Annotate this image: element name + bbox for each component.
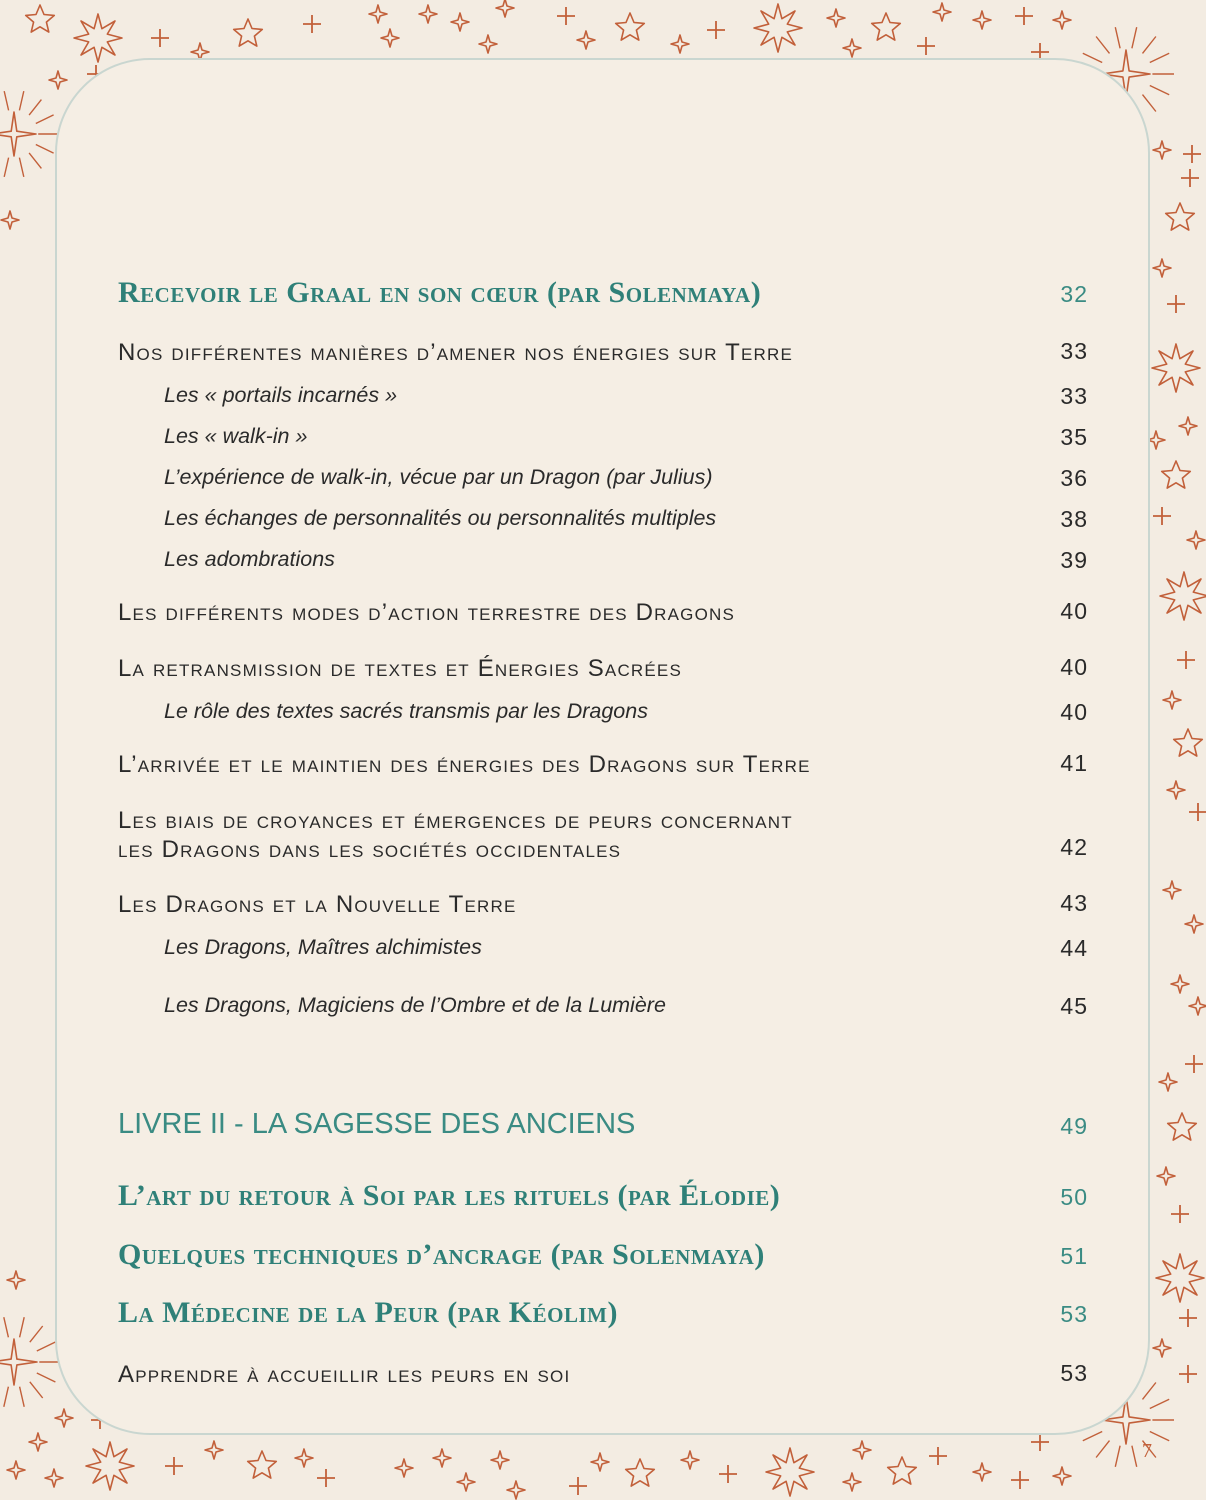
star-icon [1053, 1467, 1071, 1485]
star-icon [496, 0, 514, 17]
star-icon [7, 1271, 25, 1289]
toc-title: L’art du retour à Soi par les rituels (par Élodie) [118, 1179, 781, 1212]
plus-icon [1015, 7, 1033, 25]
star-icon [1174, 729, 1203, 756]
plus-icon [1153, 507, 1171, 525]
toc-page-number: 38 [1060, 506, 1088, 532]
star-icon [872, 13, 901, 40]
star-icon [0, 1339, 37, 1385]
toc-title: La retransmission de textes et Énergies Sacrées [118, 655, 683, 682]
plus-icon [317, 1469, 335, 1487]
plus-icon [1167, 295, 1185, 313]
page-frame [55, 58, 1150, 1435]
star-icon [973, 1463, 991, 1481]
toc-title: Quelques techniques d’ancrage (par Solenmaya) [118, 1238, 765, 1271]
star-icon [29, 1433, 47, 1451]
plus-icon [303, 15, 321, 33]
star-icon [853, 1441, 871, 1459]
star-icon [49, 71, 67, 89]
star-icon [1157, 1167, 1175, 1185]
star-icon [45, 1469, 63, 1487]
toc-page-number: 50 [1060, 1184, 1088, 1210]
star-icon [1171, 975, 1189, 993]
toc-page-number: 53 [1060, 1360, 1088, 1386]
toc-title: Les Dragons et la Nouvelle Terre [118, 891, 517, 918]
star-icon [1185, 915, 1203, 933]
plus-icon [1189, 803, 1206, 821]
star-icon [419, 5, 437, 23]
plus-icon [719, 1465, 737, 1483]
plus-icon [707, 21, 725, 39]
plus-icon [165, 1457, 183, 1475]
star-icon [1152, 344, 1200, 392]
toc-title-line-1: Les biais de croyances et émergences de peurs concernant [118, 807, 793, 834]
toc-title: Les adombrations [164, 547, 335, 571]
toc-page-number: 41 [1060, 750, 1088, 776]
star-icon [1166, 203, 1195, 230]
star-icon [381, 29, 399, 47]
plus-icon [557, 7, 575, 25]
star-icon [295, 1449, 313, 1467]
star-icon [681, 1451, 699, 1469]
star-icon [1167, 781, 1185, 799]
star-icon [591, 1453, 609, 1471]
star-icon [491, 1451, 509, 1469]
plus-icon [1185, 1055, 1203, 1073]
star-icon [205, 1441, 223, 1459]
toc-title: Apprendre à accueillir les peurs en soi [118, 1361, 571, 1388]
star-icon [395, 1459, 413, 1477]
star-icon [933, 3, 951, 21]
star-icon [1163, 691, 1181, 709]
star-icon [55, 1409, 73, 1427]
star-icon [1189, 997, 1206, 1015]
star-icon [1162, 461, 1191, 488]
star-icon [1163, 881, 1181, 899]
star-icon [0, 112, 36, 156]
toc-page-number: 51 [1060, 1243, 1088, 1269]
star-icon [248, 1451, 277, 1478]
plus-icon [1179, 1365, 1197, 1383]
star-icon [671, 35, 689, 53]
star-icon [7, 1461, 25, 1479]
star-icon [1159, 1073, 1177, 1091]
star-icon [626, 1459, 655, 1486]
star-icon [843, 39, 861, 57]
star-icon [843, 1473, 861, 1491]
star-icon [766, 1448, 814, 1496]
star-icon [26, 5, 55, 32]
plus-icon [151, 29, 169, 47]
star-icon [457, 1473, 475, 1491]
star-icon [1156, 1254, 1204, 1302]
toc-title: Les échanges de personnalités ou personnalités multiples [164, 506, 717, 530]
toc-title: Nos différentes manières d’amener nos énergies sur Terre [118, 339, 794, 366]
toc-title: Les Dragons, Magiciens de l’Ombre et de la Lumière [164, 993, 666, 1017]
star-icon [973, 11, 991, 29]
toc-title: L’arrivée et le maintien des énergies des Dragons sur Terre [118, 751, 811, 778]
plus-icon [1177, 651, 1195, 669]
star-icon [1168, 1113, 1197, 1140]
plus-icon [1171, 1205, 1189, 1223]
star-icon [1, 211, 19, 229]
star-icon [1053, 11, 1071, 29]
plus-icon [1181, 169, 1199, 187]
toc-title: La Médecine de la Peur (par Kéolim) [118, 1296, 618, 1329]
toc-page-number: 40 [1060, 598, 1088, 624]
star-icon [1153, 259, 1171, 277]
toc-title: Les Dragons, Maîtres alchimistes [164, 935, 482, 959]
toc-page-number: 49 [1060, 1113, 1088, 1139]
star-icon [827, 9, 845, 27]
star-icon [479, 35, 497, 53]
toc-page-number: 40 [1060, 699, 1088, 725]
plus-icon [1031, 1433, 1049, 1451]
star-icon [451, 13, 469, 31]
star-icon [433, 1449, 451, 1467]
toc-page-number: 43 [1060, 890, 1088, 916]
folio-page-number: 7 [1142, 1440, 1152, 1462]
toc-page-number: 33 [1060, 383, 1088, 409]
toc-page-number: 40 [1060, 654, 1088, 680]
book-title: LIVRE II - LA SAGESSE DES ANCIENS [118, 1108, 636, 1140]
toc-title: Les différents modes d’action terrestre des Dragons [118, 599, 736, 626]
toc-title: Les « portails incarnés » [164, 383, 398, 407]
toc-page-number: 44 [1060, 935, 1088, 961]
toc-page-number: 53 [1060, 1301, 1088, 1327]
toc-title: Les « walk-in » [164, 424, 308, 448]
star-icon [1187, 531, 1205, 549]
star-icon [754, 4, 802, 52]
star-icon [1153, 1339, 1171, 1357]
plus-icon [1179, 1309, 1197, 1327]
star-icon [577, 31, 595, 49]
plus-icon [917, 37, 935, 55]
toc-page-number: 33 [1060, 338, 1088, 364]
toc-title: L’expérience de walk-in, vécue par un Dragon (par Julius) [164, 465, 713, 489]
star-icon [234, 19, 263, 46]
toc-page-number: 42 [1060, 834, 1088, 860]
plus-icon [1011, 1471, 1029, 1489]
plus-icon [569, 1477, 587, 1495]
toc-page-number: 39 [1060, 547, 1088, 573]
plus-icon [929, 1447, 947, 1465]
star-icon [616, 13, 645, 40]
toc-title-line-2: les Dragons dans les sociétés occidentales [118, 836, 622, 863]
toc-title: Recevoir le Graal en son cœur (par Solenmaya) [118, 276, 762, 309]
star-icon [1179, 417, 1197, 435]
sunburst-icon [0, 91, 58, 177]
star-icon [1153, 141, 1171, 159]
star-icon [74, 14, 122, 62]
star-icon [86, 1442, 134, 1490]
toc-page-number: 45 [1060, 993, 1088, 1019]
toc-title: Le rôle des textes sacrés transmis par les Dragons [164, 699, 648, 723]
star-icon [507, 1481, 525, 1499]
star-icon [1160, 572, 1206, 620]
star-icon [888, 1457, 917, 1484]
toc-page-number: 35 [1060, 424, 1088, 450]
star-icon [369, 5, 387, 23]
plus-icon [1183, 145, 1201, 163]
toc-page-number: 32 [1060, 281, 1088, 307]
toc-page-number: 36 [1060, 465, 1088, 491]
sunburst-icon [0, 1317, 60, 1407]
